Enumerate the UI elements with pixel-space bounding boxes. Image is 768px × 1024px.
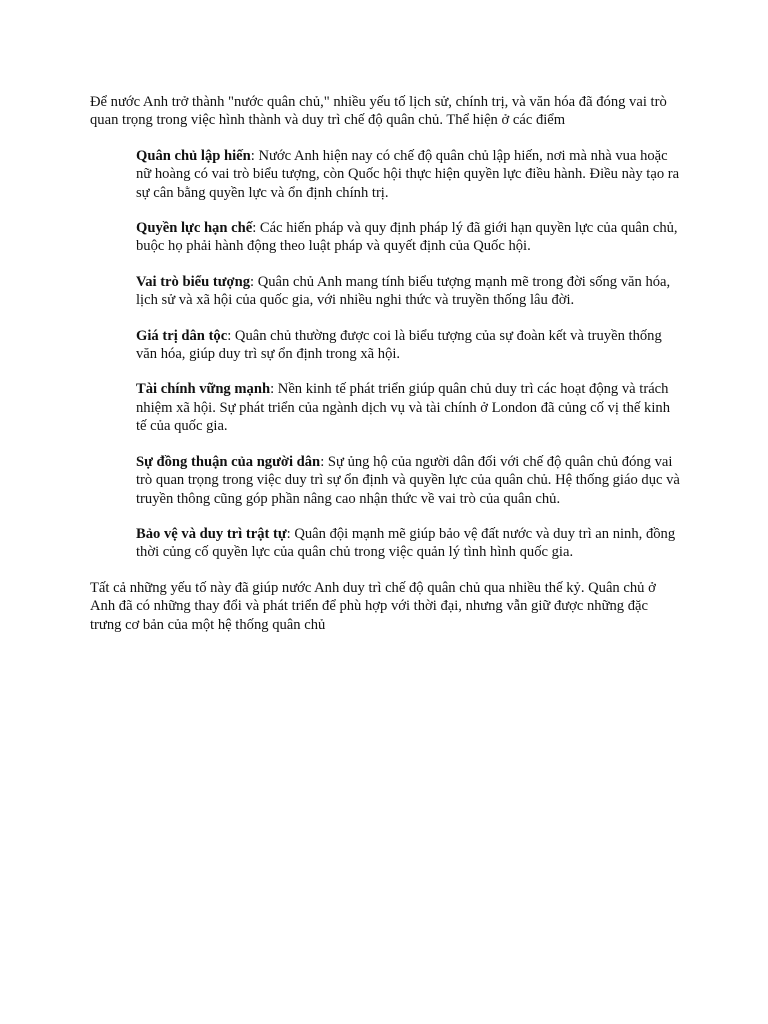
point-item [136,273,680,310]
point-text: : Quân chủ thường được coi là biểu tượng của sự đoàn kết và truyền thống văn hóa, giúp duy trì sự ổn định trong xã hội. [136,327,662,363]
point-title: Sự đồng thuận của người dân [136,453,321,470]
point-item [136,525,680,562]
conclusion-paragraph: Tất cả những yếu tố này đã giúp nước Anh duy trì chế độ quân chủ qua nhiều thế kỷ. Quân chủ ở Anh đã có những thay đổi và phát triển để phù hợp với thời đại, nhưng vẫn giữ được những đặc trưng cơ bản của một hệ thống quân chủ [90,579,656,633]
point-item [136,327,680,364]
point-title: Quân chủ lập hiến [136,147,251,164]
point-text: : Nền kinh tế phát triển giúp quân chủ duy trì các hoạt động và trách nhiệm xã hội. Sự phát triển của ngành dịch vụ và tài chính ở London đã củng cố vị thế kinh tế của quốc gia. [136,381,670,435]
point-title: Tài chính vững mạnh [136,381,271,398]
point-text: : Nước Anh hiện nay có chế độ quân chủ lập hiến, nơi mà nhà vua hoặc nữ hoàng có vai trò biểu tượng, còn Quốc hội thực hiện quyền lực điều hành. Điều này tạo ra sự cân bằng quyền lực và ổn định chính trị. [136,147,680,201]
document-body [90,93,680,634]
point-title: Vai trò biểu tượng [136,273,251,290]
point-text: : Quân chủ Anh mang tính biểu tượng mạnh mẽ trong đời sống văn hóa, lịch sử và xã hội của quốc gia, với nhiều nghi thức và truyền thống lâu đời. [136,273,671,309]
point-title: Bảo vệ và duy trì trật tự [136,525,287,542]
point-item [136,219,680,256]
point-text: : Các hiến pháp và quy định pháp lý đã giới hạn quyền lực của quân chủ, buộc họ phải hành động theo luật pháp và quyết định của Quốc hội. [136,220,678,255]
point-item [136,453,680,508]
key-points-list [90,147,680,562]
point-text: : Quân đội mạnh mẽ giúp bảo vệ đất nước và duy trì an ninh, đồng thời củng cố quyền lực của quân chủ trong việc quản lý tình hình quốc gia. [136,525,676,561]
intro-paragraph: Để nước Anh trở thành "nước quân chủ," nhiều yếu tố lịch sử, chính trị, và văn hóa đã đóng vai trò quan trọng trong việc hình thành và duy trì chế độ quân chủ. Thể hiện ở các điểm [90,94,667,129]
point-title: Giá trị dân tộc [136,327,228,344]
point-item [136,380,680,435]
point-text: : Sự ủng hộ của người dân đối với chế độ quân chủ đóng vai trò quan trọng trong việc duy trì sự ổn định và quyền lực của quân chủ. Hệ thống giáo dục và truyền thông cũng góp phần nâng cao nhận thức về vai trò của quân chủ. [136,453,680,507]
point-title: Quyền lực hạn chế [136,220,253,237]
point-item [136,147,680,202]
